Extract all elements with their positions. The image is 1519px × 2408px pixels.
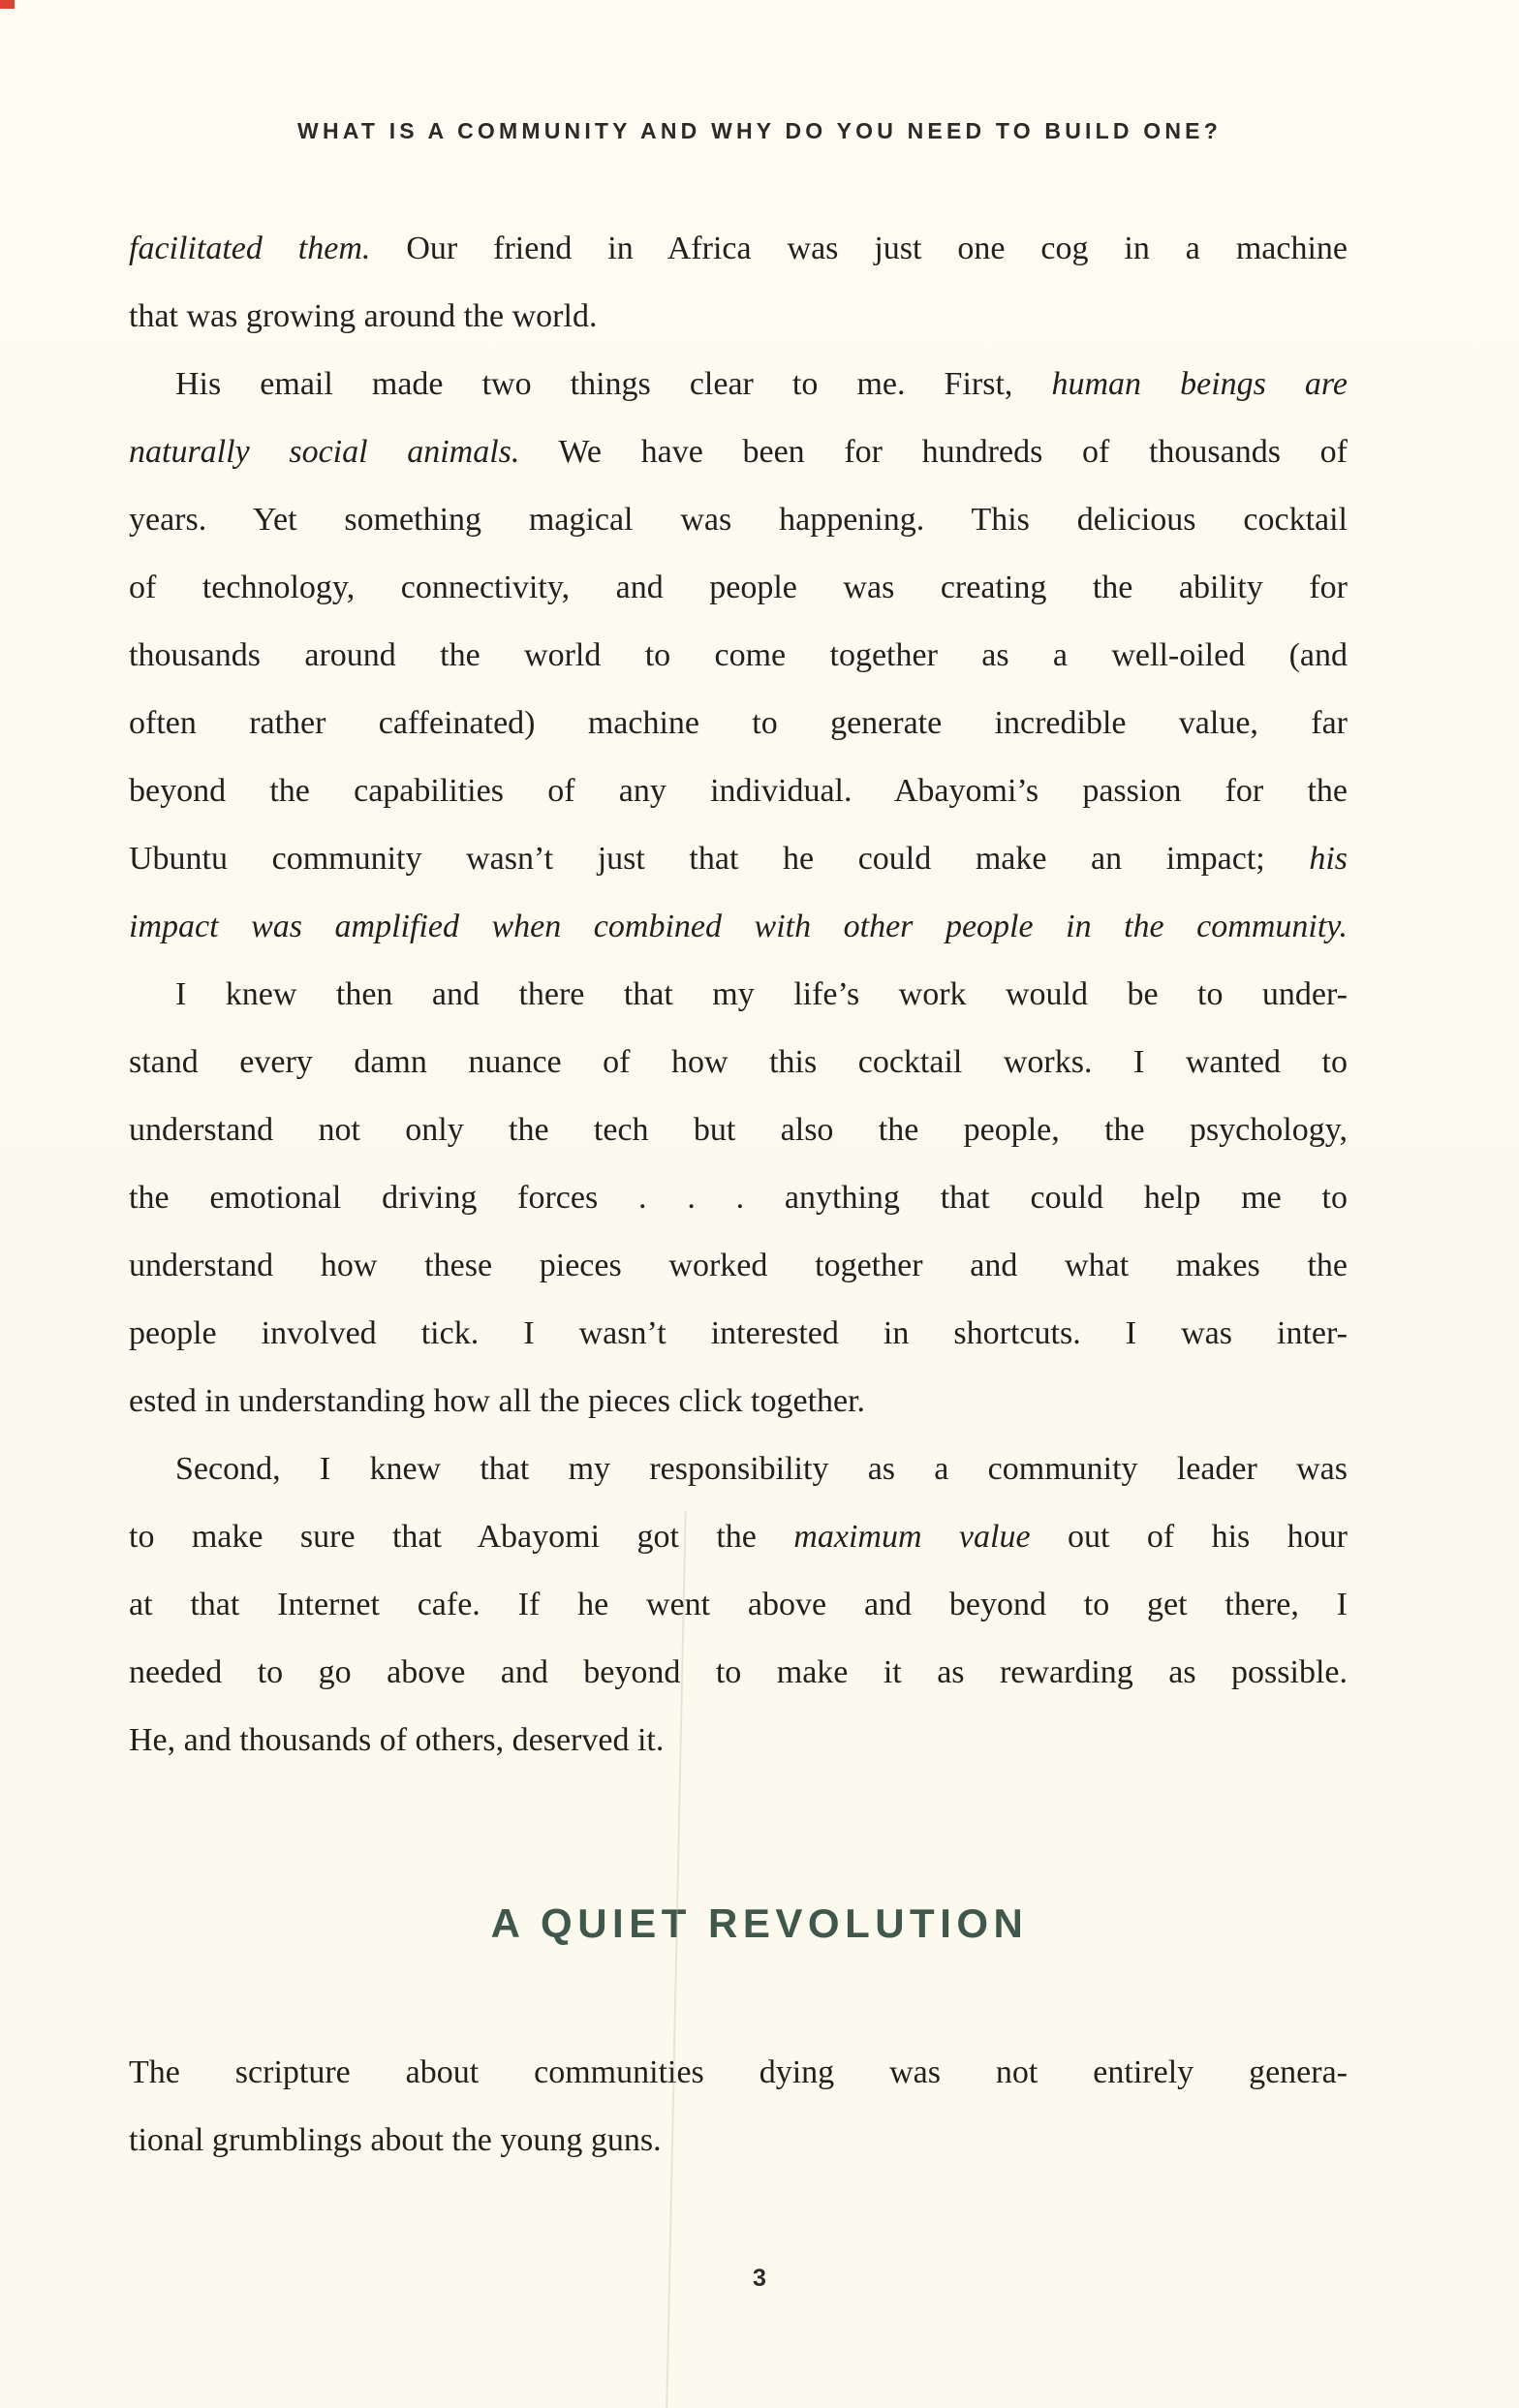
text-segment: understand not only the tech but also the people, the psychology,	[129, 1112, 1348, 1148]
text-line	[129, 961, 1348, 1029]
text-segment: He, and thousands of others, deserved it.	[129, 1722, 665, 1758]
text-segment: maximum value	[793, 1519, 1031, 1555]
text-segment: Our friend in Africa was just one cog in a machine	[370, 231, 1348, 266]
text-line	[129, 554, 1348, 622]
text-segment: impact was amplified when combined with other people in the community.	[129, 909, 1348, 944]
text-segment: thousands around the world to come together as a well-oiled (and	[129, 637, 1348, 673]
text-line	[129, 2039, 1348, 2107]
text-line	[129, 1571, 1348, 1639]
text-segment: human beings are	[1051, 366, 1348, 402]
text-segment: Second, I knew that my responsibility as a community leader was	[175, 1451, 1348, 1487]
text-segment: understand how these pieces worked together and what makes the	[129, 1248, 1348, 1283]
text-segment: ested in understanding how all the pieces click together.	[129, 1383, 866, 1419]
paragraph	[129, 1436, 1348, 1775]
text-segment: at that Internet cafe. If he went above and beyond to get there, I	[129, 1587, 1348, 1622]
text-segment: His email made two things clear to me. First,	[175, 366, 1052, 402]
section-heading: A QUIET REVOLUTION	[490, 1900, 1029, 1946]
text-segment: the emotional driving forces . . . anything that could help me to	[129, 1180, 1348, 1216]
text-segment: facilitated them.	[129, 231, 371, 266]
paragraph	[129, 215, 1348, 351]
text-segment: that was growing around the world.	[129, 298, 598, 334]
text-line	[129, 1639, 1348, 1707]
text-segment: The scripture about communities dying was not entirely genera-	[129, 2054, 1348, 2090]
bottom-text	[129, 2039, 1348, 2175]
text-line	[129, 1300, 1348, 1368]
text-line	[129, 2107, 1348, 2175]
text-line	[129, 351, 1348, 418]
text-line	[129, 1436, 1348, 1503]
text-segment: people involved tick. I wasn’t interested in shortcuts. I was inter-	[129, 1315, 1348, 1351]
text-segment: of technology, connectivity, and people was creating the ability for	[129, 570, 1348, 605]
paragraph	[129, 961, 1348, 1436]
text-line	[129, 757, 1348, 825]
text-segment: I knew then and there that my life’s work would be to under-	[175, 976, 1348, 1012]
text-line	[129, 418, 1348, 486]
text-segment: stand every damn nuance of how this cocktail works. I wanted to	[129, 1044, 1348, 1080]
text-line	[129, 825, 1348, 893]
text-line	[129, 283, 1348, 351]
paragraph	[129, 351, 1348, 961]
text-line	[129, 1029, 1348, 1096]
text-line	[129, 622, 1348, 690]
text-segment: beyond the capabilities of any individual. Abayomi’s passion for the	[129, 773, 1348, 809]
text-line	[129, 1164, 1348, 1232]
scan-corner-mark	[0, 0, 15, 9]
text-line	[129, 690, 1348, 757]
text-segment: years. Yet something magical was happening. This delicious cocktail	[129, 502, 1348, 538]
text-segment: needed to go above and beyond to make it as rewarding as possible.	[129, 1654, 1348, 1690]
text-line	[129, 1707, 1348, 1775]
text-segment: tional grumblings about the young guns.	[129, 2122, 662, 2158]
text-segment: his	[1309, 841, 1348, 877]
text-line	[129, 486, 1348, 554]
text-segment: to make sure that Abayomi got the	[129, 1519, 794, 1555]
text-line	[129, 893, 1348, 961]
text-segment: out of his hour	[1030, 1519, 1348, 1555]
paragraph	[129, 2039, 1348, 2175]
body-text	[129, 215, 1348, 1775]
page-number: 3	[753, 2265, 766, 2292]
running-head: WHAT IS A COMMUNITY AND WHY DO YOU NEED TO BUILD ONE?	[297, 118, 1222, 143]
text-segment: naturally social animals.	[129, 434, 520, 470]
text-segment: often rather caffeinated) machine to generate incredible value, far	[129, 705, 1348, 741]
text-line	[129, 215, 1348, 283]
text-line	[129, 1096, 1348, 1164]
text-line	[129, 1503, 1348, 1571]
text-line	[129, 1232, 1348, 1300]
text-segment: Ubuntu community wasn’t just that he could make an impact;	[129, 841, 1310, 877]
text-line	[129, 1368, 1348, 1436]
text-segment: We have been for hundreds of thousands of	[519, 434, 1348, 470]
